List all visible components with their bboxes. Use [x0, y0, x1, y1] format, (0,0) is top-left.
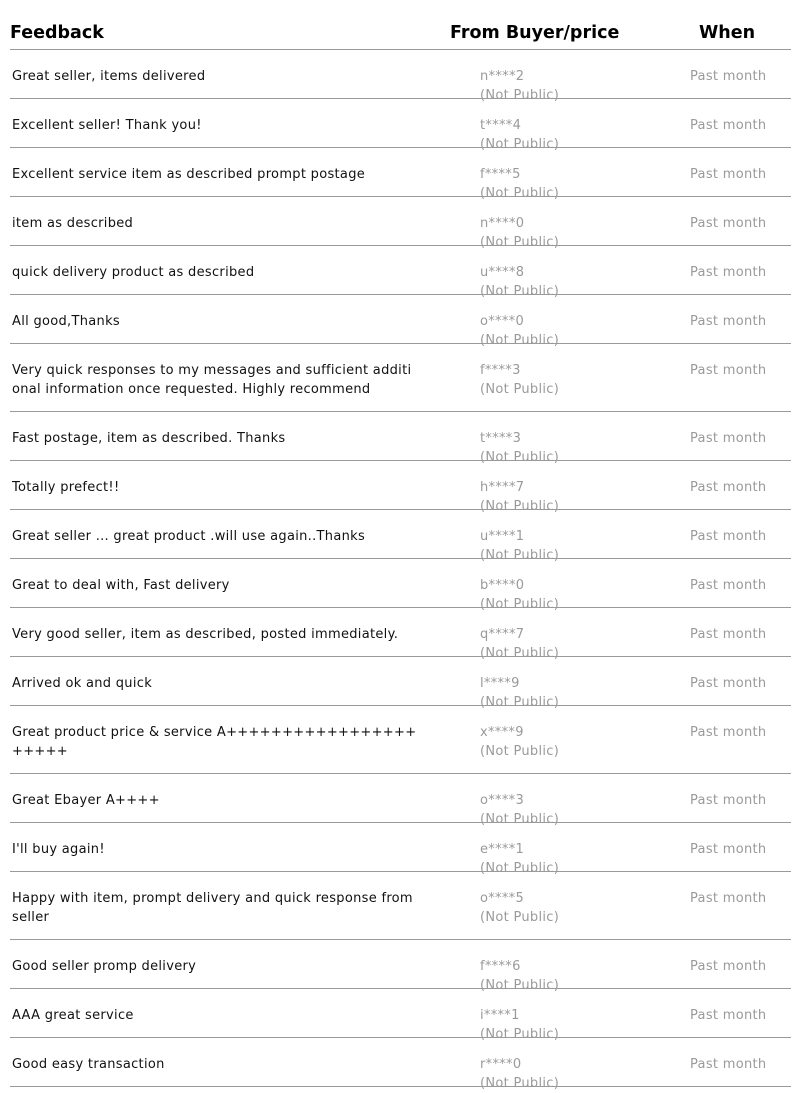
- feedback-when: Past month: [690, 69, 767, 84]
- buyer-privacy-note: (Not Public): [480, 695, 560, 710]
- buyer-privacy-note: (Not Public): [480, 646, 560, 661]
- buyer-id: u****8: [480, 265, 525, 280]
- buyer-id: h****7: [480, 480, 525, 495]
- column-header-from-buyer: From Buyer/price: [450, 23, 620, 43]
- feedback-row: [10, 99, 791, 152]
- buyer-privacy-note: (Not Public): [480, 235, 560, 250]
- feedback-comment: AAA great service: [12, 1008, 134, 1023]
- buyer-id: x****9: [480, 725, 524, 740]
- feedback-row: [10, 608, 791, 661]
- feedback-when: Past month: [690, 529, 767, 544]
- feedback-when: Past month: [690, 959, 767, 974]
- feedback-row: [10, 295, 791, 348]
- feedback-row: [10, 197, 791, 250]
- buyer-info: [480, 723, 559, 761]
- feedback-row: [10, 50, 791, 103]
- feedback-when: Past month: [690, 891, 767, 906]
- buyer-privacy-note: (Not Public): [480, 450, 560, 465]
- buyer-id: b****0: [480, 578, 525, 593]
- feedback-row: [10, 940, 791, 993]
- feedback-comment: Happy with item, prompt delivery and quick response from seller: [12, 891, 413, 925]
- buyer-id: f****3: [480, 363, 521, 378]
- buyer-info: [480, 361, 559, 399]
- buyer-privacy-note: (Not Public): [480, 284, 560, 299]
- buyer-privacy-note: (Not Public): [480, 499, 560, 514]
- buyer-id: f****6: [480, 959, 521, 974]
- feedback-when: Past month: [690, 842, 767, 857]
- feedback-when: Past month: [690, 676, 767, 691]
- feedback-comment: item as described: [12, 216, 134, 231]
- feedback-when: Past month: [690, 314, 767, 329]
- feedback-row: [10, 344, 791, 412]
- feedback-row: [10, 461, 791, 514]
- feedback-comment: quick delivery product as described: [12, 265, 255, 280]
- feedback-row: [10, 872, 791, 940]
- feedback-when: Past month: [690, 1008, 767, 1023]
- feedback-comment: Good easy transaction: [12, 1057, 165, 1072]
- feedback-when: Past month: [690, 725, 767, 740]
- feedback-comment: Great product price & service A++++++++++++++++++++++: [12, 725, 417, 759]
- buyer-privacy-note: (Not Public): [480, 1076, 560, 1091]
- buyer-privacy-note: (Not Public): [480, 333, 560, 348]
- feedback-when: Past month: [690, 793, 767, 808]
- feedback-row: [10, 657, 791, 710]
- feedback-comment: Fast postage, item as described. Thanks: [12, 431, 286, 446]
- table-header: [10, 0, 791, 50]
- buyer-id: f****5: [480, 167, 521, 182]
- feedback-comment: Great seller, items delivered: [12, 69, 206, 84]
- buyer-id: o****0: [480, 314, 525, 329]
- buyer-privacy-note: (Not Public): [480, 88, 560, 103]
- buyer-privacy-note: (Not Public): [480, 137, 560, 152]
- feedback-row: [10, 148, 791, 201]
- buyer-id: n****2: [480, 69, 525, 84]
- buyer-privacy-note: (Not Public): [480, 186, 560, 201]
- buyer-privacy-note: (Not Public): [480, 1027, 560, 1042]
- feedback-when: Past month: [690, 167, 767, 182]
- buyer-privacy-note: (Not Public): [480, 382, 560, 397]
- feedback-when: Past month: [690, 431, 767, 446]
- feedback-comment: Great seller ... great product .will use again..Thanks: [12, 529, 366, 544]
- buyer-privacy-note: (Not Public): [480, 910, 560, 925]
- buyer-privacy-note: (Not Public): [480, 978, 560, 993]
- buyer-privacy-note: (Not Public): [480, 861, 560, 876]
- feedback-row: [10, 706, 791, 774]
- feedback-comment: Very quick responses to my messages and sufficient additional information once requested. Highly recommend: [12, 363, 412, 397]
- feedback-row: [10, 989, 791, 1042]
- buyer-id: o****3: [480, 793, 525, 808]
- buyer-privacy-note: (Not Public): [480, 548, 560, 563]
- feedback-row: [10, 823, 791, 876]
- feedback-comment: Arrived ok and quick: [12, 676, 153, 691]
- feedback-when: Past month: [690, 627, 767, 642]
- feedback-comment: All good,Thanks: [12, 314, 120, 329]
- feedback-comment: Very good seller, item as described, posted immediately.: [12, 627, 399, 642]
- feedback-when: Past month: [690, 216, 767, 231]
- buyer-id: t****4: [480, 118, 522, 133]
- buyer-id: t****3: [480, 431, 522, 446]
- feedback-table: [10, 0, 791, 1091]
- feedback-when: Past month: [690, 363, 767, 378]
- feedback-row: [10, 246, 791, 299]
- buyer-id: i****1: [480, 1008, 520, 1023]
- buyer-id: l****9: [480, 676, 520, 691]
- buyer-info: [480, 889, 559, 927]
- buyer-id: r****0: [480, 1057, 522, 1072]
- buyer-id: n****0: [480, 216, 525, 231]
- feedback-comment: Excellent seller! Thank you!: [12, 118, 202, 133]
- feedback-row: [10, 510, 791, 563]
- feedback-comment: Great Ebayer A++++: [12, 793, 160, 808]
- feedback-row: [10, 559, 791, 612]
- feedback-rows: [10, 50, 791, 1091]
- feedback-when: Past month: [690, 118, 767, 133]
- feedback-when: Past month: [690, 1057, 767, 1072]
- feedback-comment: Totally prefect!!: [12, 480, 120, 495]
- feedback-when: Past month: [690, 480, 767, 495]
- buyer-id: e****1: [480, 842, 525, 857]
- feedback-when: Past month: [690, 265, 767, 280]
- buyer-id: o****5: [480, 891, 525, 906]
- column-header-when: When: [699, 23, 756, 43]
- feedback-row: [10, 774, 791, 827]
- buyer-id: q****7: [480, 627, 525, 642]
- feedback-row: [10, 1038, 791, 1091]
- buyer-privacy-note: (Not Public): [480, 812, 560, 827]
- feedback-row: [10, 412, 791, 465]
- buyer-privacy-note: (Not Public): [480, 597, 560, 612]
- feedback-comment: I'll buy again!: [12, 842, 105, 857]
- column-header-feedback: Feedback: [10, 23, 104, 43]
- feedback-comment: Good seller promp delivery: [12, 959, 197, 974]
- feedback-comment: Great to deal with, Fast delivery: [12, 578, 230, 593]
- buyer-privacy-note: (Not Public): [480, 744, 560, 759]
- feedback-comment: Excellent service item as described prompt postage: [12, 167, 366, 182]
- buyer-info: [480, 1055, 559, 1093]
- buyer-id: u****1: [480, 529, 525, 544]
- feedback-when: Past month: [690, 578, 767, 593]
